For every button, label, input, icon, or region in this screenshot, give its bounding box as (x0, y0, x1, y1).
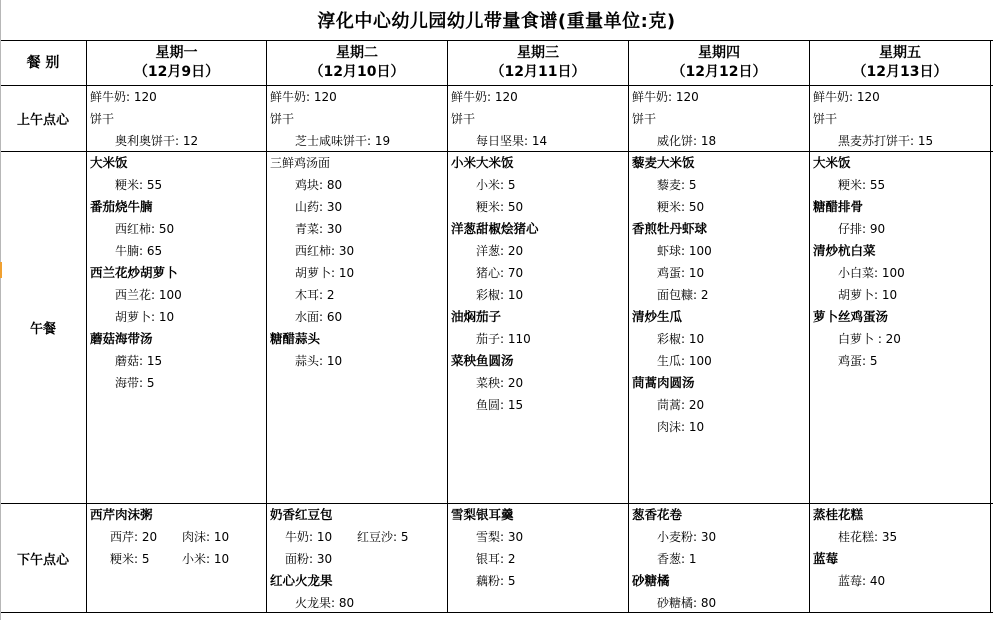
ingredient: 胡萝卜: 10 (838, 288, 898, 302)
day-name: 星期二 (336, 45, 378, 61)
ingredient: 鸡蛋: 5 (838, 354, 878, 368)
ingredient: 藕粉: 5 (476, 574, 516, 588)
day-date: （12月12日） (671, 64, 767, 80)
dish-name: 萝卜丝鸡蛋汤 (813, 309, 889, 324)
ingredient: 牛腩: 65 (115, 244, 163, 258)
ingredient: 粳米: 55 (115, 178, 163, 192)
snack-category: 饼干 (813, 112, 838, 126)
ingredient: 胡萝卜: 10 (295, 266, 355, 280)
row-label-lunch: 午餐 (29, 322, 56, 337)
ingredient: 粳米: 50 (657, 200, 705, 214)
ingredient: 西红柿: 50 (115, 222, 175, 236)
lunch-cell (448, 152, 628, 502)
lunch-cell (810, 152, 990, 502)
ingredient: 火龙果: 80 (295, 596, 355, 610)
milk-item: 鲜牛奶: 120 (451, 90, 518, 104)
row-label-afternoon: 下午点心 (16, 552, 69, 568)
snack-category: 饼干 (451, 112, 476, 126)
dish-name: 西芹肉沫粥 (90, 507, 153, 522)
ingredient: 面包糠: 2 (657, 288, 709, 302)
ingredient: 蒜头: 10 (295, 354, 343, 368)
dish-name: 大米饭 (813, 155, 851, 170)
dish-name: 菜秧鱼圆汤 (451, 353, 514, 368)
ingredient: 白萝卜 : 20 (838, 332, 901, 346)
lunch-cell (267, 152, 447, 502)
dish-name: 油焖茄子 (451, 309, 502, 324)
dish-name: 雪梨银耳羹 (451, 507, 514, 522)
ingredient: 胡萝卜: 10 (115, 310, 175, 324)
afternoon-snack-cell (87, 504, 266, 612)
dish-name: 香煎牡丹虾球 (632, 221, 708, 236)
dish-name: 三鲜鸡汤面 (270, 156, 331, 170)
ingredient: 粳米: 55 (838, 178, 886, 192)
ingredient-pair (87, 548, 266, 570)
afternoon-snack-cell (448, 504, 628, 612)
lunch-cell (629, 152, 809, 502)
dish-name: 蓝莓 (813, 551, 839, 566)
morning-snack-cell (448, 86, 628, 151)
snack-item: 奥利奥饼干: 12 (115, 134, 199, 148)
ingredient: 虾球: 100 (657, 244, 712, 258)
grid-line (990, 40, 991, 613)
morning-snack-cell (629, 86, 809, 151)
ingredient: 菜秧: 20 (476, 376, 524, 390)
ingredient: 银耳: 2 (476, 552, 516, 566)
snack-item: 每日坚果: 14 (476, 134, 548, 148)
dish-name: 番茄烧牛腩 (90, 199, 153, 214)
snack-category: 饼干 (270, 112, 295, 126)
snack-item: 黑麦苏打饼干: 15 (838, 134, 934, 148)
dish-name: 红心火龙果 (270, 573, 333, 588)
ingredient-pair (267, 526, 447, 548)
snack-item: 芝士咸味饼干: 19 (295, 134, 391, 148)
afternoon-snack-cell (810, 504, 990, 612)
day-header-5 (810, 41, 990, 85)
day-header-3 (448, 41, 628, 85)
ingredient: 面粉: 30 (285, 552, 333, 566)
ingredient: 鱼圆: 15 (476, 398, 524, 412)
ingredient: 海带: 5 (115, 376, 155, 390)
ingredient: 小米: 5 (476, 178, 516, 192)
dish-name: 葱香花卷 (632, 507, 683, 522)
afternoon-snack-cell (267, 504, 447, 612)
dish-name: 茼蒿肉圆汤 (632, 375, 695, 390)
ingredient: 青菜: 30 (295, 222, 343, 236)
ingredient: 香葱: 1 (657, 552, 697, 566)
meal-column-header: 餐 别 (26, 54, 60, 71)
morning-snack-cell (87, 86, 266, 151)
ingredient: 蓝莓: 40 (838, 574, 886, 588)
dish-name: 糖醋排骨 (813, 199, 864, 214)
dish-name: 西兰花炒胡萝卜 (90, 265, 178, 280)
ingredient: 雪梨: 30 (476, 530, 524, 544)
page-title: 淳化中心幼儿园幼儿带量食谱(重量单位:克) (317, 11, 676, 32)
day-name: 星期五 (879, 45, 921, 61)
ingredient: 茄子: 110 (476, 332, 531, 346)
afternoon-snack-cell (629, 504, 809, 612)
milk-item: 鲜牛奶: 120 (813, 90, 880, 104)
snack-category: 饼干 (90, 112, 115, 126)
day-date: （12月10日） (309, 64, 405, 80)
row-label-morning: 上午点心 (16, 113, 69, 128)
dish-name: 小米大米饭 (451, 155, 514, 170)
ingredient: 木耳: 2 (295, 288, 335, 302)
ingredient: 粳米: 5 (110, 552, 150, 566)
dish-name: 蘑菇海带汤 (90, 331, 153, 346)
day-date: （12月9日） (133, 64, 220, 80)
ingredient-pair (267, 548, 447, 570)
dish-name: 砂糖橘 (632, 573, 670, 588)
ingredient: 西兰花: 100 (115, 288, 182, 302)
ingredient: 猪心: 70 (476, 266, 524, 280)
dish-name: 奶香红豆包 (270, 507, 333, 522)
dish-name: 清炒杭白菜 (813, 243, 876, 258)
ingredient: 仔排: 90 (838, 222, 886, 236)
morning-snack-cell (810, 86, 990, 151)
dish-name: 清炒生瓜 (632, 309, 683, 324)
ingredient: 山药: 30 (295, 200, 343, 214)
snack-category: 饼干 (632, 112, 657, 126)
milk-item: 鲜牛奶: 120 (270, 90, 337, 104)
ingredient: 茼蒿: 20 (657, 398, 705, 412)
ingredient: 粳米: 50 (476, 200, 524, 214)
ingredient: 彩椒: 10 (657, 332, 705, 346)
day-name: 星期四 (698, 45, 740, 61)
ingredient: 洋葱: 20 (476, 244, 524, 258)
ingredient: 西红柿: 30 (295, 244, 355, 258)
day-name: 星期一 (155, 45, 198, 61)
ingredient: 生瓜: 100 (657, 354, 712, 368)
day-header-1 (87, 41, 266, 85)
snack-item: 威化饼: 18 (657, 134, 717, 148)
lunch-cell (87, 152, 266, 502)
grid-line (0, 612, 993, 613)
dish-name: 大米饭 (90, 155, 128, 170)
day-header-2 (267, 41, 447, 85)
ingredient: 肉沫: 10 (657, 420, 705, 434)
ingredient: 鸡蛋: 10 (657, 266, 705, 280)
dish-name: 藜麦大米饭 (632, 155, 695, 170)
ingredient: 小麦粉: 30 (657, 530, 717, 544)
milk-item: 鲜牛奶: 120 (90, 90, 157, 104)
ingredient: 小白菜: 100 (838, 266, 905, 280)
ingredient: 蘑菇: 15 (115, 354, 163, 368)
ingredient: 小米: 10 (182, 552, 230, 566)
ingredient: 彩椒: 10 (476, 288, 524, 302)
morning-snack-cell (267, 86, 447, 151)
ingredient-pair (87, 526, 266, 548)
ingredient: 水面: 60 (295, 310, 343, 324)
day-date: （12月11日） (490, 64, 586, 80)
day-name: 星期三 (517, 45, 559, 61)
ingredient: 红豆沙: 5 (357, 530, 409, 544)
ingredient: 砂糖橘: 80 (657, 596, 717, 610)
ingredient: 藜麦: 5 (657, 178, 697, 192)
ingredient: 鸡块: 80 (295, 178, 343, 192)
dish-name: 蒸桂花糕 (813, 507, 864, 522)
day-header-4 (629, 41, 809, 85)
ingredient: 西芹: 20 (110, 530, 158, 544)
day-date: （12月13日） (852, 64, 948, 80)
ingredient: 桂花糕: 35 (838, 530, 898, 544)
ingredient: 肉沫: 10 (182, 530, 230, 544)
dish-name: 洋葱甜椒烩猪心 (451, 221, 539, 236)
milk-item: 鲜牛奶: 120 (632, 90, 699, 104)
ingredient: 牛奶: 10 (285, 530, 333, 544)
dish-name: 糖醋蒜头 (270, 331, 321, 346)
